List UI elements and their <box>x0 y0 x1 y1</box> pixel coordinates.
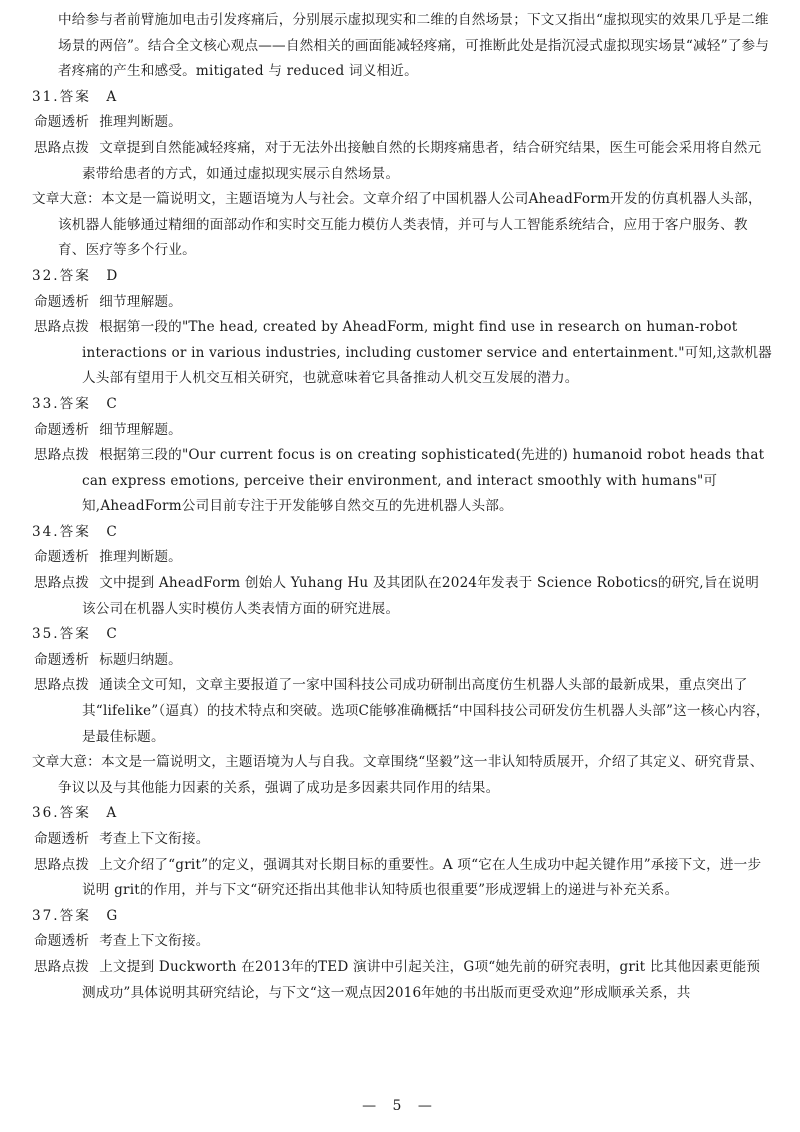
answer-explanations <box>32 8 772 1006</box>
analysis-text: 考查上下文衔接。 <box>99 831 210 847</box>
analysis-text: 文章提到自然能减轻疼痛，对于无法外出接触自然的长期疼痛患者，结合研究结果，医生可能会采用将自然元素带给患者的方式，如通过虚拟现实展示自然场景。 <box>82 139 762 182</box>
analysis-text: 标题归纳题。 <box>99 651 182 668</box>
answer-heading: 36.答案 A <box>32 805 119 822</box>
analysis-line <box>32 955 772 1006</box>
analysis-label: 思路点拨 <box>34 447 90 464</box>
analysis-label: 命题透析 <box>34 114 90 131</box>
analysis-label: 命题透析 <box>34 831 90 847</box>
analysis-text: 细节理解题。 <box>99 293 182 310</box>
analysis-label: 思路点拨 <box>34 139 90 156</box>
analysis-text: 根据第三段的"Our current focus is on creating sophisticated(先进的) humanoid robot heads that can express emotions, perceive their environment, and interact smoothly with humans"可知,AheadForm公司目前专注于开发能够自然交互的先进机器人头部。 <box>82 447 765 515</box>
answer-heading: 31.答案 A <box>32 88 119 105</box>
analysis-label: 思路点拨 <box>34 856 90 873</box>
analysis-text: 细节理解题。 <box>99 421 182 438</box>
analysis-line <box>32 929 772 955</box>
analysis-text: 文中提到 AheadForm 创始人 Yuhang Hu 及其团队在2024年发表于 Science Robotics的研究,旨在说明该公司在机器人实时模仿人类表情方面的研究进展。 <box>82 575 759 617</box>
article-summary: 文章大意：本文是一篇说明文，主题语境为人与社会。文章介绍了中国机器人公司AheadForm开发的仿真机器人头部，该机器人能够通过精细的面部动作和实时交互能力模仿人类表情，并可与人工智能系统结合，应用于客户服务、教育、医疗等多个行业。 <box>32 191 762 259</box>
answer-heading: 37.答案 G <box>32 907 120 924</box>
answer-heading: 35.答案 C <box>32 626 119 643</box>
analysis-line <box>32 418 772 444</box>
analysis-line <box>32 315 772 392</box>
analysis-label: 命题透析 <box>34 549 90 566</box>
analysis-text: 通读全文可知，文章主要报道了一家中国科技公司成功研制出高度仿生机器人头部的最新成果，重点突出了其“lifelike”（逼真）的技术特点和突破。选项C能够准确概括“中国科技公司研发仿生机器人头部”这一核心内容，是最佳标题。 <box>82 677 770 745</box>
analysis-line <box>32 827 772 853</box>
analysis-line <box>32 648 772 674</box>
analysis-line <box>32 110 772 136</box>
analysis-line <box>32 853 772 904</box>
answer-heading: 33.答案 C <box>32 395 119 412</box>
analysis-text: 上文介绍了“grit”的定义，强调其对长期目标的重要性。A 项“它在人生成功中起关键作用”承接下文，进一步说明 grit的作用，并与下文“研究还指出其他非认知特质也很重要”形成逻辑上的递进与补充关系。 <box>82 856 762 899</box>
analysis-text: 上文提到 Duckworth 在2013年的TED 演讲中引起关注，G项“她先前的研究表明，grit 比其他因素更能预测成功”具体说明其研究结论，与下文“这一观点因2016年她的书出版而更受欢迎”形成顺承关系，共 <box>82 958 761 1001</box>
analysis-text: 根据第一段的"The head, created by AheadForm, might find use in research on human-robot interactions or in various industries, including customer service and entertainment."可知,这款机器人头部有望用于人机交互相关研究，也就意味着它具备推动人机交互发展的潜力。 <box>82 319 772 387</box>
continued-paragraph: 中给参与者前臂施加电击引发疼痛后，分别展示虚拟现实和二维的自然场景；下文又指出“虚拟现实的效果几乎是二维场景的两倍”。结合全文核心观点——自然相关的画面能减轻疼痛，可推断此处是指沉浸式虚拟现实场景“减轻”了参与者疼痛的产生和感受。mitigated 与 reduced 词义相近。 <box>58 12 770 80</box>
page-number: — 5 — <box>362 1098 438 1114</box>
analysis-line <box>32 545 772 571</box>
analysis-text: 推理判断题。 <box>99 549 182 566</box>
analysis-label: 思路点拨 <box>34 677 90 694</box>
analysis-label: 思路点拨 <box>34 319 90 336</box>
analysis-label: 思路点拨 <box>34 958 90 975</box>
analysis-line <box>32 571 772 622</box>
analysis-line <box>32 136 772 187</box>
answer-heading: 34.答案 C <box>32 523 119 540</box>
analysis-label: 命题透析 <box>34 293 90 310</box>
analysis-text: 考查上下文衔接。 <box>99 933 210 950</box>
analysis-label: 思路点拨 <box>34 575 90 592</box>
analysis-label: 命题透析 <box>34 651 90 668</box>
analysis-text: 推理判断题。 <box>99 114 182 131</box>
analysis-label: 命题透析 <box>34 421 90 438</box>
analysis-line <box>32 673 772 750</box>
analysis-line <box>32 443 772 520</box>
article-summary: 文章大意：本文是一篇说明文，主题语境为人与自我。文章围绕“坚毅”这一非认知特质展开，介绍了其定义、研究背景、争议以及与其他能力因素的关系，强调了成功是多因素共同作用的结果。 <box>32 754 764 796</box>
analysis-line <box>32 290 772 316</box>
analysis-label: 命题透析 <box>34 933 90 950</box>
answer-heading: 32.答案 D <box>32 267 120 284</box>
